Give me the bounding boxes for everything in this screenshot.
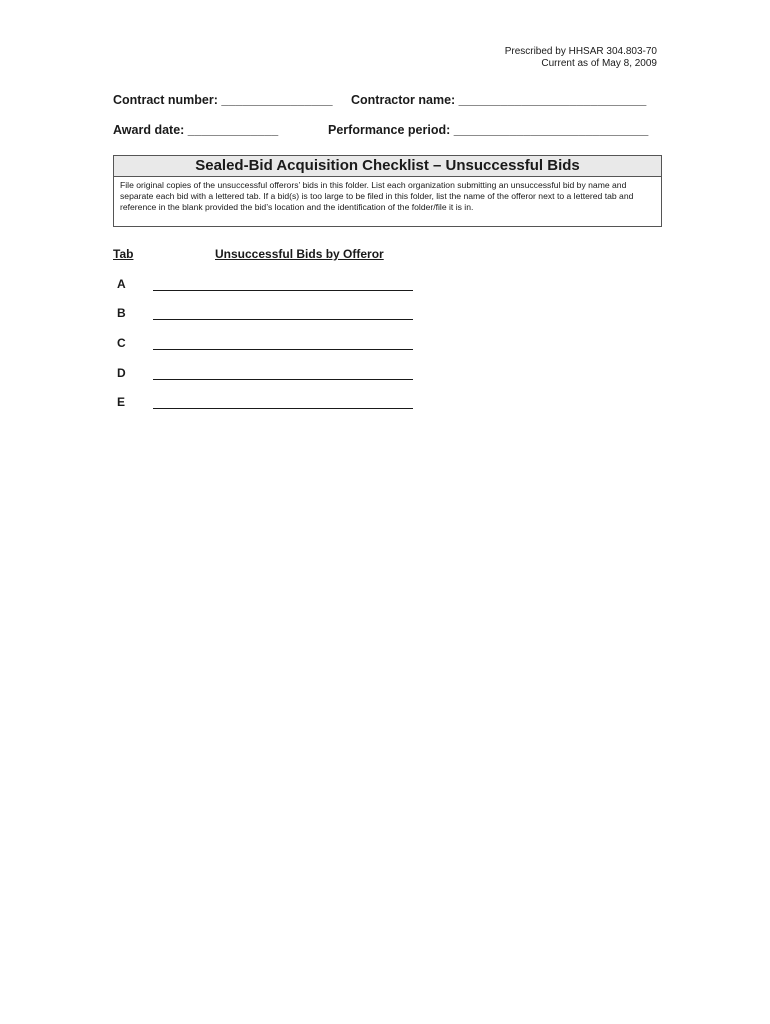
- checklist-instructions: File original copies of the unsuccessful offerors’ bids in this folder. List each organization submitting an unsuccessful bid by name and separate each bid with a lettered tab. If a bid(s) is too large to be filed in this folder, list the name of the offeror next to a lettered tab and reference in the blank provided the bid’s location and the identification of the folder/file it is in.: [120, 180, 634, 213]
- offeror-column-header: Unsuccessful Bids by Offeror: [215, 247, 384, 261]
- offeror-blank-line[interactable]: [153, 349, 413, 350]
- current-as-of-text: Current as of May 8, 2009: [541, 58, 657, 69]
- contract-number-field[interactable]: Contract number: ________________: [113, 93, 333, 107]
- tab-letter: A: [117, 277, 126, 291]
- offeror-blank-line[interactable]: [153, 408, 413, 409]
- page-header: [505, 46, 657, 70]
- tab-row-a: [117, 277, 417, 293]
- offeror-blank-line[interactable]: [153, 319, 413, 320]
- checklist-title: Sealed-Bid Acquisition Checklist – Unsuccessful Bids: [114, 156, 661, 177]
- tab-row-b: [117, 306, 417, 322]
- tab-letter: D: [117, 366, 126, 380]
- tab-column-header: Tab: [113, 247, 134, 261]
- performance-period-field[interactable]: Performance period: ____________________________: [328, 123, 649, 137]
- checklist-box: [113, 155, 662, 227]
- tab-letter: C: [117, 336, 126, 350]
- tab-letter: E: [117, 395, 126, 409]
- prescribed-by-text: Prescribed by HHSAR 304.803-70: [504, 46, 657, 57]
- tab-row-c: [117, 336, 417, 352]
- tab-row-d: [117, 366, 417, 382]
- award-date-field[interactable]: Award date: _____________: [113, 123, 279, 137]
- tab-letter: B: [117, 306, 126, 320]
- offeror-blank-line[interactable]: [153, 379, 413, 380]
- tab-row-e: [117, 395, 417, 411]
- offeror-blank-line[interactable]: [153, 290, 413, 291]
- contractor-name-field[interactable]: Contractor name: ___________________________: [351, 93, 647, 107]
